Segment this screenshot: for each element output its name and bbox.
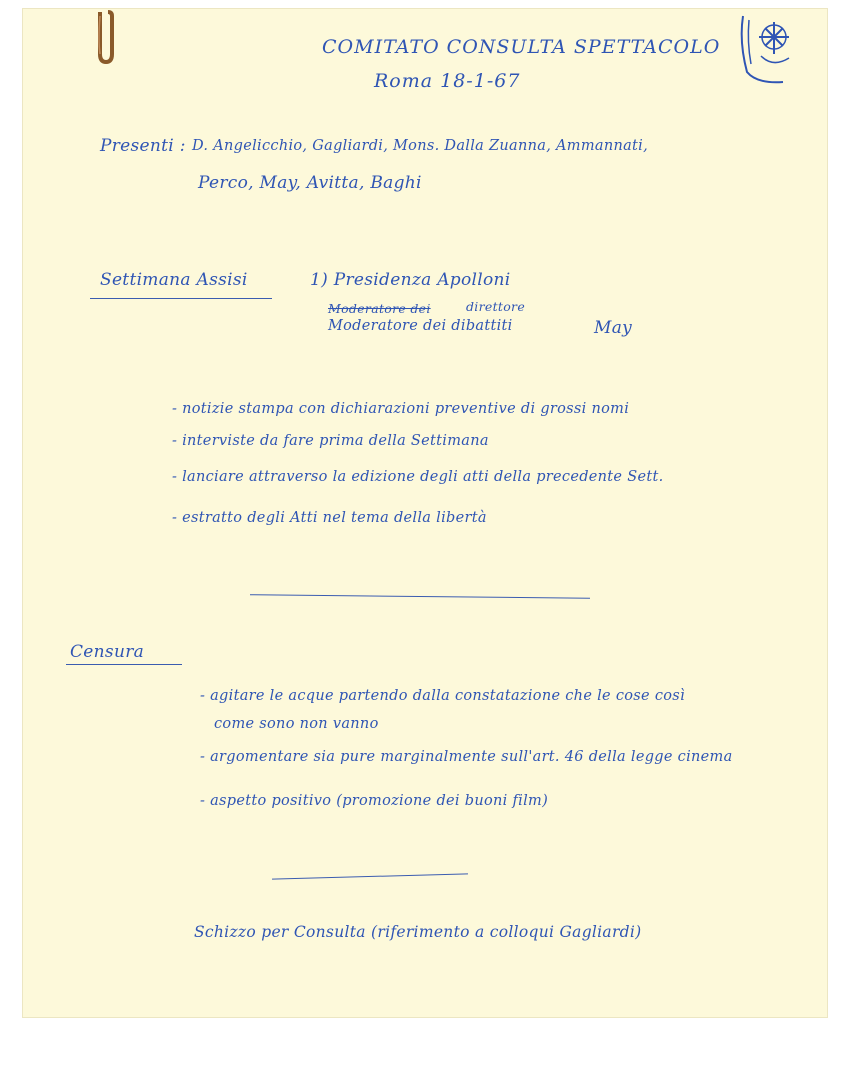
censura-bullet-1: - agitare le acque partendo dalla constatazione che le cose così [200,688,685,704]
censura-heading: Censura [70,642,145,662]
attendees-line-1: D. Angelicchio, Gagliardi, Mons. Dalla Zuanna, Ammannati, [192,138,649,154]
settimana-underline [90,298,272,299]
settimana-item-2-name: May [594,318,633,338]
section-divider-2 [272,873,468,879]
settimana-bullet-4: - estratto degli Atti nel tema della libertà [172,510,487,526]
insert-text: direttore [466,299,526,314]
document-date: Roma 18-1-67 [374,70,521,92]
settimana-bullet-1: - notizie stampa con dichiarazioni preventive di grossi nomi [172,401,630,417]
settimana-heading: Settimana Assisi [100,270,248,290]
footer-note: Schizzo per Consulta (riferimento a colloqui Gagliardi) [194,923,642,941]
censura-bullet-2: - argomentare sia pure marginalmente sull'art. 46 della legge cinema [200,749,733,765]
settimana-item-1: 1) Presidenza Apolloni [310,270,511,290]
attendees-label: Presenti : [100,136,186,156]
censura-underline [66,664,182,665]
document-page [22,8,828,1018]
settimana-bullet-2: - interviste da fare prima della Settimana [172,433,489,449]
document-title: COMITATO CONSULTA SPETTACOLO [322,36,721,58]
struck-text: Moderatore dei [328,301,431,316]
settimana-bullet-3: - lanciare attraverso la edizione degli atti della precedente Sett. [172,469,664,485]
censura-bullet-3: - aspetto positivo (promozione dei buoni film) [200,793,549,809]
settimana-item-2: Moderatore dei dibattiti [328,318,513,334]
attendees-line-2: Perco, May, Avitta, Baghi [198,173,422,193]
section-divider-1 [250,594,590,599]
censura-bullet-1-cont: come sono non vanno [214,716,379,732]
emblem-stamp-icon [737,12,809,86]
paper-clip-icon [92,10,120,66]
